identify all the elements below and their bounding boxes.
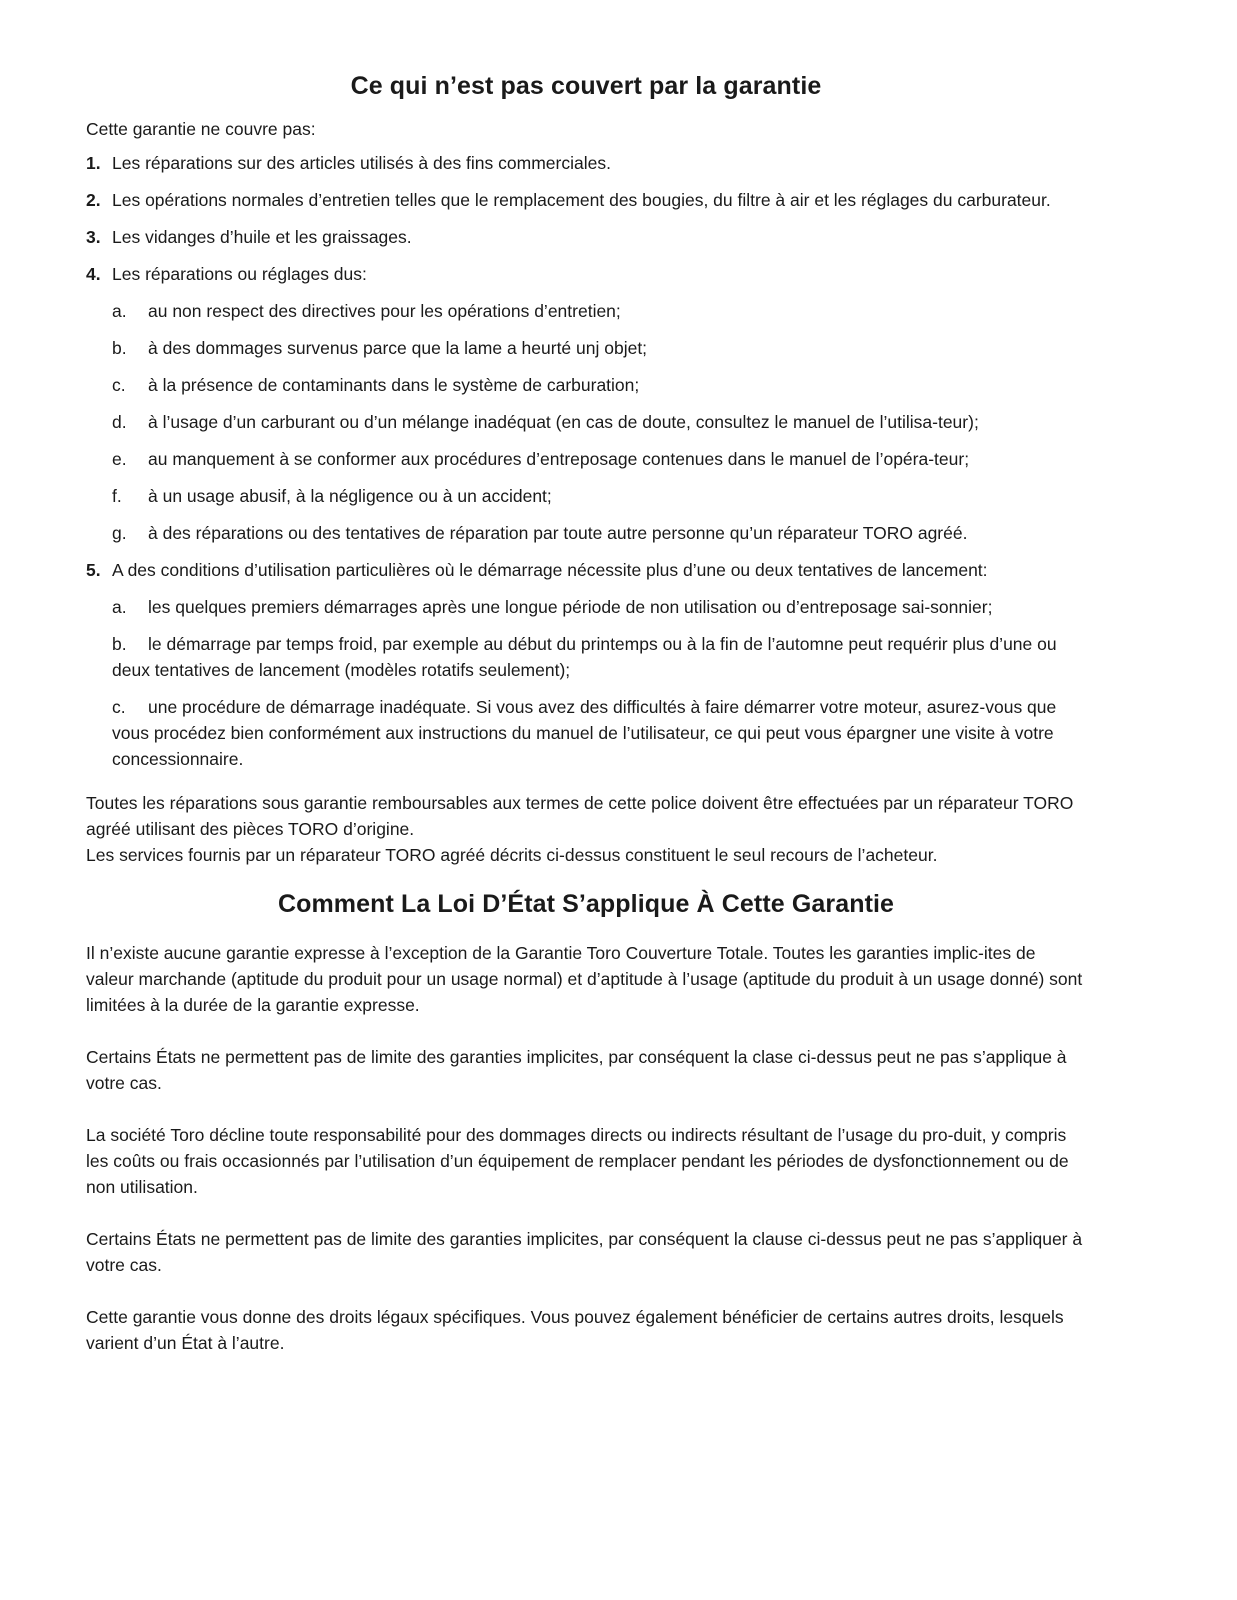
sub-text: au non respect des directives pour les opérations d’entretien; bbox=[148, 301, 621, 321]
sub-letter: d. bbox=[112, 412, 127, 432]
sub-text: les quelques premiers démarrages après une longue période de non utilisation ou d’entreposage sai-sonnier; bbox=[148, 597, 993, 617]
sub-list bbox=[112, 594, 1086, 772]
sub-item bbox=[112, 694, 1086, 772]
law-paragraph-2: Certains États ne permettent pas de limite des garanties implicites, par conséquent la clase ci-dessus peut ne pas s’applique à votre cas. bbox=[86, 1047, 1067, 1093]
law-paragraph-3: La société Toro décline toute responsabilité pour des dommages directs ou indirects résultant de l’usage du pro-duit, y compris les coûts ou frais occasionnés par l’utilisation d’un équipement de remplacer pendant les périodes de dysfonctionnement ou de non utilisation. bbox=[86, 1125, 1069, 1197]
sub-letter: g. bbox=[112, 523, 127, 543]
sub-item bbox=[112, 409, 1086, 435]
sub-item bbox=[112, 483, 1086, 509]
sub-letter: f. bbox=[112, 486, 122, 506]
sub-text: une procédure de démarrage inadéquate. Si vous avez des difficultés à faire démarrer votre moteur, asurez-vous que vous procédez bien conformément aux instructions du manuel de l’utilisateur, ce qui peut vous épargner une visite à votre concessionnaire. bbox=[112, 697, 1057, 769]
item-text: Les réparations ou réglages dus: bbox=[112, 264, 367, 284]
closing-services-text: Les services fournis par un réparateur TORO agréé décrits ci-dessus constituent le seul recours de l’acheteur. bbox=[86, 845, 938, 865]
item-number: 4. bbox=[86, 264, 101, 284]
sub-letter: b. bbox=[112, 338, 127, 358]
sub-item bbox=[112, 446, 1086, 472]
item-number: 5. bbox=[86, 560, 101, 580]
sub-letter: e. bbox=[112, 449, 127, 469]
item-number: 1. bbox=[86, 153, 101, 173]
sub-letter: c. bbox=[112, 697, 126, 717]
intro-text: Cette garantie ne couvre pas: bbox=[86, 119, 316, 139]
sub-text: à un usage abusif, à la négligence ou à un accident; bbox=[148, 486, 552, 506]
law-paragraph-1: Il n’existe aucune garantie expresse à l’exception de la Garantie Toro Couverture Totale. Toutes les garanties implic-ites de valeur marchande (aptitude du produit pour un usage normal) et d’aptitude à l’usage (aptitude du produit à un usage donné) sont limitées à la durée de la garantie expresse. bbox=[86, 943, 1083, 1015]
exclusion-item-2 bbox=[86, 187, 1086, 213]
sub-text: à des réparations ou des tentatives de réparation par toute autre personne qu’un réparateur TORO agréé. bbox=[148, 523, 968, 543]
sub-letter: a. bbox=[112, 301, 127, 321]
section-title-not-covered: Ce qui n’est pas couvert par la garantie bbox=[350, 72, 822, 100]
sub-text: à des dommages survenus parce que la lame a heurté unj objet; bbox=[148, 338, 648, 358]
item-text: A des conditions d’utilisation particulières où le démarrage nécessite plus d’une ou deux tentatives de lancement: bbox=[112, 560, 988, 580]
sub-item bbox=[112, 631, 1086, 683]
section-title-state-law: Comment La Loi D’État S’applique À Cette Garantie bbox=[277, 890, 895, 918]
sub-item bbox=[112, 520, 1086, 546]
sub-text: le démarrage par temps froid, par exemple au début du printemps ou à la fin de l’automne peut requérir plus d’une ou deux tentatives de lancement (modèles rotatifs seulement); bbox=[112, 634, 1057, 680]
sub-text: à l’usage d’un carburant ou d’un mélange inadéquat (en cas de doute, consultez le manuel de l’utilisa-teur); bbox=[148, 412, 979, 432]
item-number: 3. bbox=[86, 227, 101, 247]
sub-letter: a. bbox=[112, 597, 127, 617]
warranty-page bbox=[86, 62, 1086, 1382]
exclusion-item-3 bbox=[86, 224, 1086, 250]
exclusion-item-5 bbox=[86, 557, 1086, 772]
exclusions-list bbox=[86, 150, 1086, 772]
item-number: 2. bbox=[86, 190, 101, 210]
sub-item bbox=[112, 372, 1086, 398]
state-law-paragraphs bbox=[86, 940, 1086, 1356]
sub-letter: b. bbox=[112, 634, 127, 654]
sub-item bbox=[112, 594, 1086, 620]
sub-text: à la présence de contaminants dans le système de carburation; bbox=[148, 375, 640, 395]
item-text: Les opérations normales d’entretien telles que le remplacement des bougies, du filtre à air et les réglages du carburateur. bbox=[112, 190, 1051, 210]
sub-item bbox=[112, 335, 1086, 361]
sub-letter: c. bbox=[112, 375, 126, 395]
closing-repairs-text: Toutes les réparations sous garantie remboursables aux termes de cette police doivent être effectuées par un réparateur TORO agréé utilisant des pièces TORO d’origine. bbox=[86, 793, 1074, 839]
item-text: Les réparations sur des articles utilisés à des fins commerciales. bbox=[112, 153, 611, 173]
exclusion-item-4 bbox=[86, 261, 1086, 546]
sub-list bbox=[112, 298, 1086, 546]
exclusion-item-1 bbox=[86, 150, 1086, 176]
item-text: Les vidanges d’huile et les graissages. bbox=[112, 227, 412, 247]
law-paragraph-5: Cette garantie vous donne des droits légaux spécifiques. Vous pouvez également bénéficier de certains autres droits, lesquels varient d’un État à l’autre. bbox=[86, 1307, 1064, 1353]
sub-text: au manquement à se conformer aux procédures d’entreposage contenues dans le manuel de l’opéra-teur; bbox=[148, 449, 970, 469]
law-paragraph-4: Certains États ne permettent pas de limite des garanties implicites, par conséquent la clause ci-dessus peut ne pas s’appliquer à votre cas. bbox=[86, 1229, 1083, 1275]
sub-item bbox=[112, 298, 1086, 324]
